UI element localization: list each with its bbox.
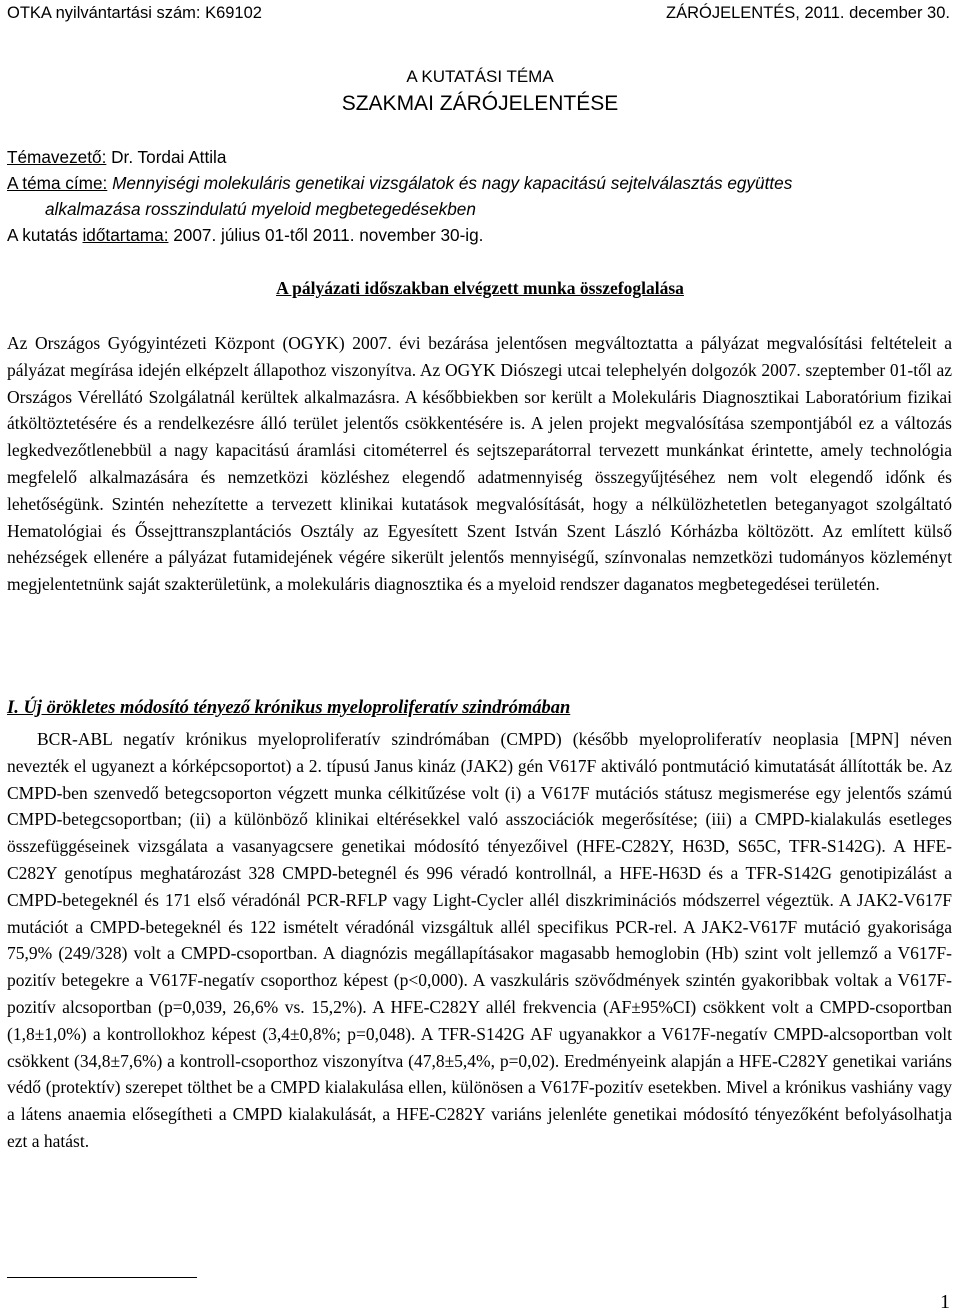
topic-value-2: alkalmazása rosszindulatú myeloid megbetegedésekben bbox=[45, 199, 476, 219]
summary-heading: A pályázati időszakban elvégzett munka összefoglalása bbox=[276, 278, 684, 298]
supervisor-label: Témavezető: bbox=[7, 147, 107, 167]
supervisor-line bbox=[7, 144, 952, 170]
duration-value: 2007. július 01-től 2011. november 30-ig. bbox=[168, 225, 484, 245]
page-number: 1 bbox=[940, 1291, 950, 1313]
topic-label: A téma címe: bbox=[7, 173, 108, 193]
title-line-1: A KUTATÁSI TÉMA bbox=[406, 67, 554, 86]
duration-label-b: időtartama: bbox=[82, 225, 169, 245]
page-header bbox=[7, 4, 950, 26]
topic-value-1: Mennyiségi molekuláris genetikai vizsgálatok és nagy kapacitású sejtelválasztás együttes bbox=[107, 173, 793, 193]
duration-line bbox=[7, 222, 952, 248]
summary-paragraph: Az Országos Gyógyintézeti Központ (OGYK) 2007. évi bezárása jelentősen megváltoztatta a pályázat megvalósítási feltételeit a pályázat megírása idején elképzelt állapothoz viszonyítva. Az OGYK Diószegi utcai telephelyén dolgozók 2007. szeptember 01-től az Országos Vérellátó Szolgálatnál kerültek alkalmazásra. A későbbiekben sor került a Molekuláris Diagnosztikai Laboratórium fizikai átköltöztetésére és a rendelkezésre álló terület jelentős csökkentésére is. A jelen projekt megvalósítása szempontjából ez a változás legkedvezőtlenebbül a nagy kapacitású áramlási citométerrel és sejtszeparátorral tervezett munkánkat érintette, amely technológia megfelelő alkalmazására és nemzetközi közléshez elegendő adatmennyiség összegyűjtéséhez nem volt elegendő időnk és lehetőségünk. Szintén nehezítette a tervezett klinikai kutatások megvalósítását, hogy a nélkülözhetetlen beteganyagot szolgáltató Hematológiai és Őssejttranszplantációs Osztály az Egyesített Szent István Szent László Kórházba költözött. Az említett külső nehézségek ellenére a pályázat futamidejének végére sikerült jelentős mennyiségű, színvonalas nemzetközi tudományos közleményt megjelentetnünk saját szakterületünk, a molekuláris diagnosztika és a myeloid rendszer daganatos megbetegedései területén. bbox=[7, 333, 952, 595]
topic-line bbox=[7, 170, 952, 196]
header-grant-number: OTKA nyilvántartási szám: K69102 bbox=[7, 4, 262, 22]
section-1-paragraph: BCR-ABL negatív krónikus myeloproliferatív szindrómában (CMPD) (később myeloproliferatív neoplasia [MPN] néven nevezték el ugyanezt a kórképcsoportot) a 2. típusú Janus kináz (JAK2) gén V617F aktiváló pontmutáció kimutatását állították be. Az CMPD-ben szenvedő betegcsoporton végzett munka célkitűzése volt (i) a V617F mutációs státusz megismerése egy jelentős számú CMPD-betegcsoportban; (ii) a különböző klinikai eltérésekkel való asszociációk megerősítése; (iii) a CMPD-kialakulás esetleges összefüggéseinek vizsgálata a vasanyagcsere genetikai módosító tényezőivel (HFE-C282Y, H63D, S65C, TFR-S142G). A HFE-C282Y genotípus meghatározást 328 CMPD-betegnél és 996 véradó kontrollnál, a HFE-H63D és a TFR-S142G genotipizálást a CMPD-betegeknél és 171 első véradónál PCR-RFLP vagy Light-Cycler allél diszkriminációs módszerrel végeztük. A JAK2-V617F mutációt a CMPD-betegeknél és 122 ismételt véradónál vizsgáltuk allél specifikus PCR-rel. A JAK2-V617F mutáció gyakorisága 75,9% (249/328) volt a CMPD-csoportban. A diagnózis megállapításakor magasabb hemoglobin (Hb) szint volt jellemző a V617F-pozitív betegekre a V617F-negatív csoporthoz képest (p<0,000). A vaszkuláris szövődmények szintén gyakoribbak voltak a V617F-pozitív alcsoportban (p=0,039, 26,6% vs. 15,2%). A HFE-C282Y allél frekvencia (AF±95%CI) csökkent volt a CMPD-csoportban (1,8±1,0%) a kontrollokhoz képest (3,4±0,8%; p=0,048). A TFR-S142G AF ugyanakkor a V617F-negatív CMPD-alcsoportban volt csökkent (34,8±7,6%) a kontroll-csoporthoz viszonyítva (47,8±5,4%, p=0,02). Eredményeink alapján a HFE-C282Y genetikai variáns védő (protektív) szerepet tölthet be a CMPD kialakulása ellen, különösen a V617F-pozitív esetekben. Mivel a krónikus vashiány vagy a látens anaemia elősegítheti a CMPD kialakulását, a HFE-C282Y variáns jelenléte genetikai módosító tényezőként befolyásolhatja ezt a hatást. bbox=[7, 729, 952, 1151]
duration-label-a: A kutatás bbox=[7, 225, 83, 245]
header-report-date: ZÁRÓJELENTÉS, 2011. december 30. bbox=[666, 4, 950, 22]
footer-rule bbox=[7, 1277, 197, 1278]
section-1-heading: I. Új örökletes módosító tényező krónikus myeloproliferatív szindrómában bbox=[7, 698, 571, 718]
project-meta bbox=[7, 144, 952, 248]
supervisor-value: Dr. Tordai Attila bbox=[106, 147, 227, 167]
title-line-2: SZAKMAI ZÁRÓJELENTÉSE bbox=[341, 92, 619, 115]
